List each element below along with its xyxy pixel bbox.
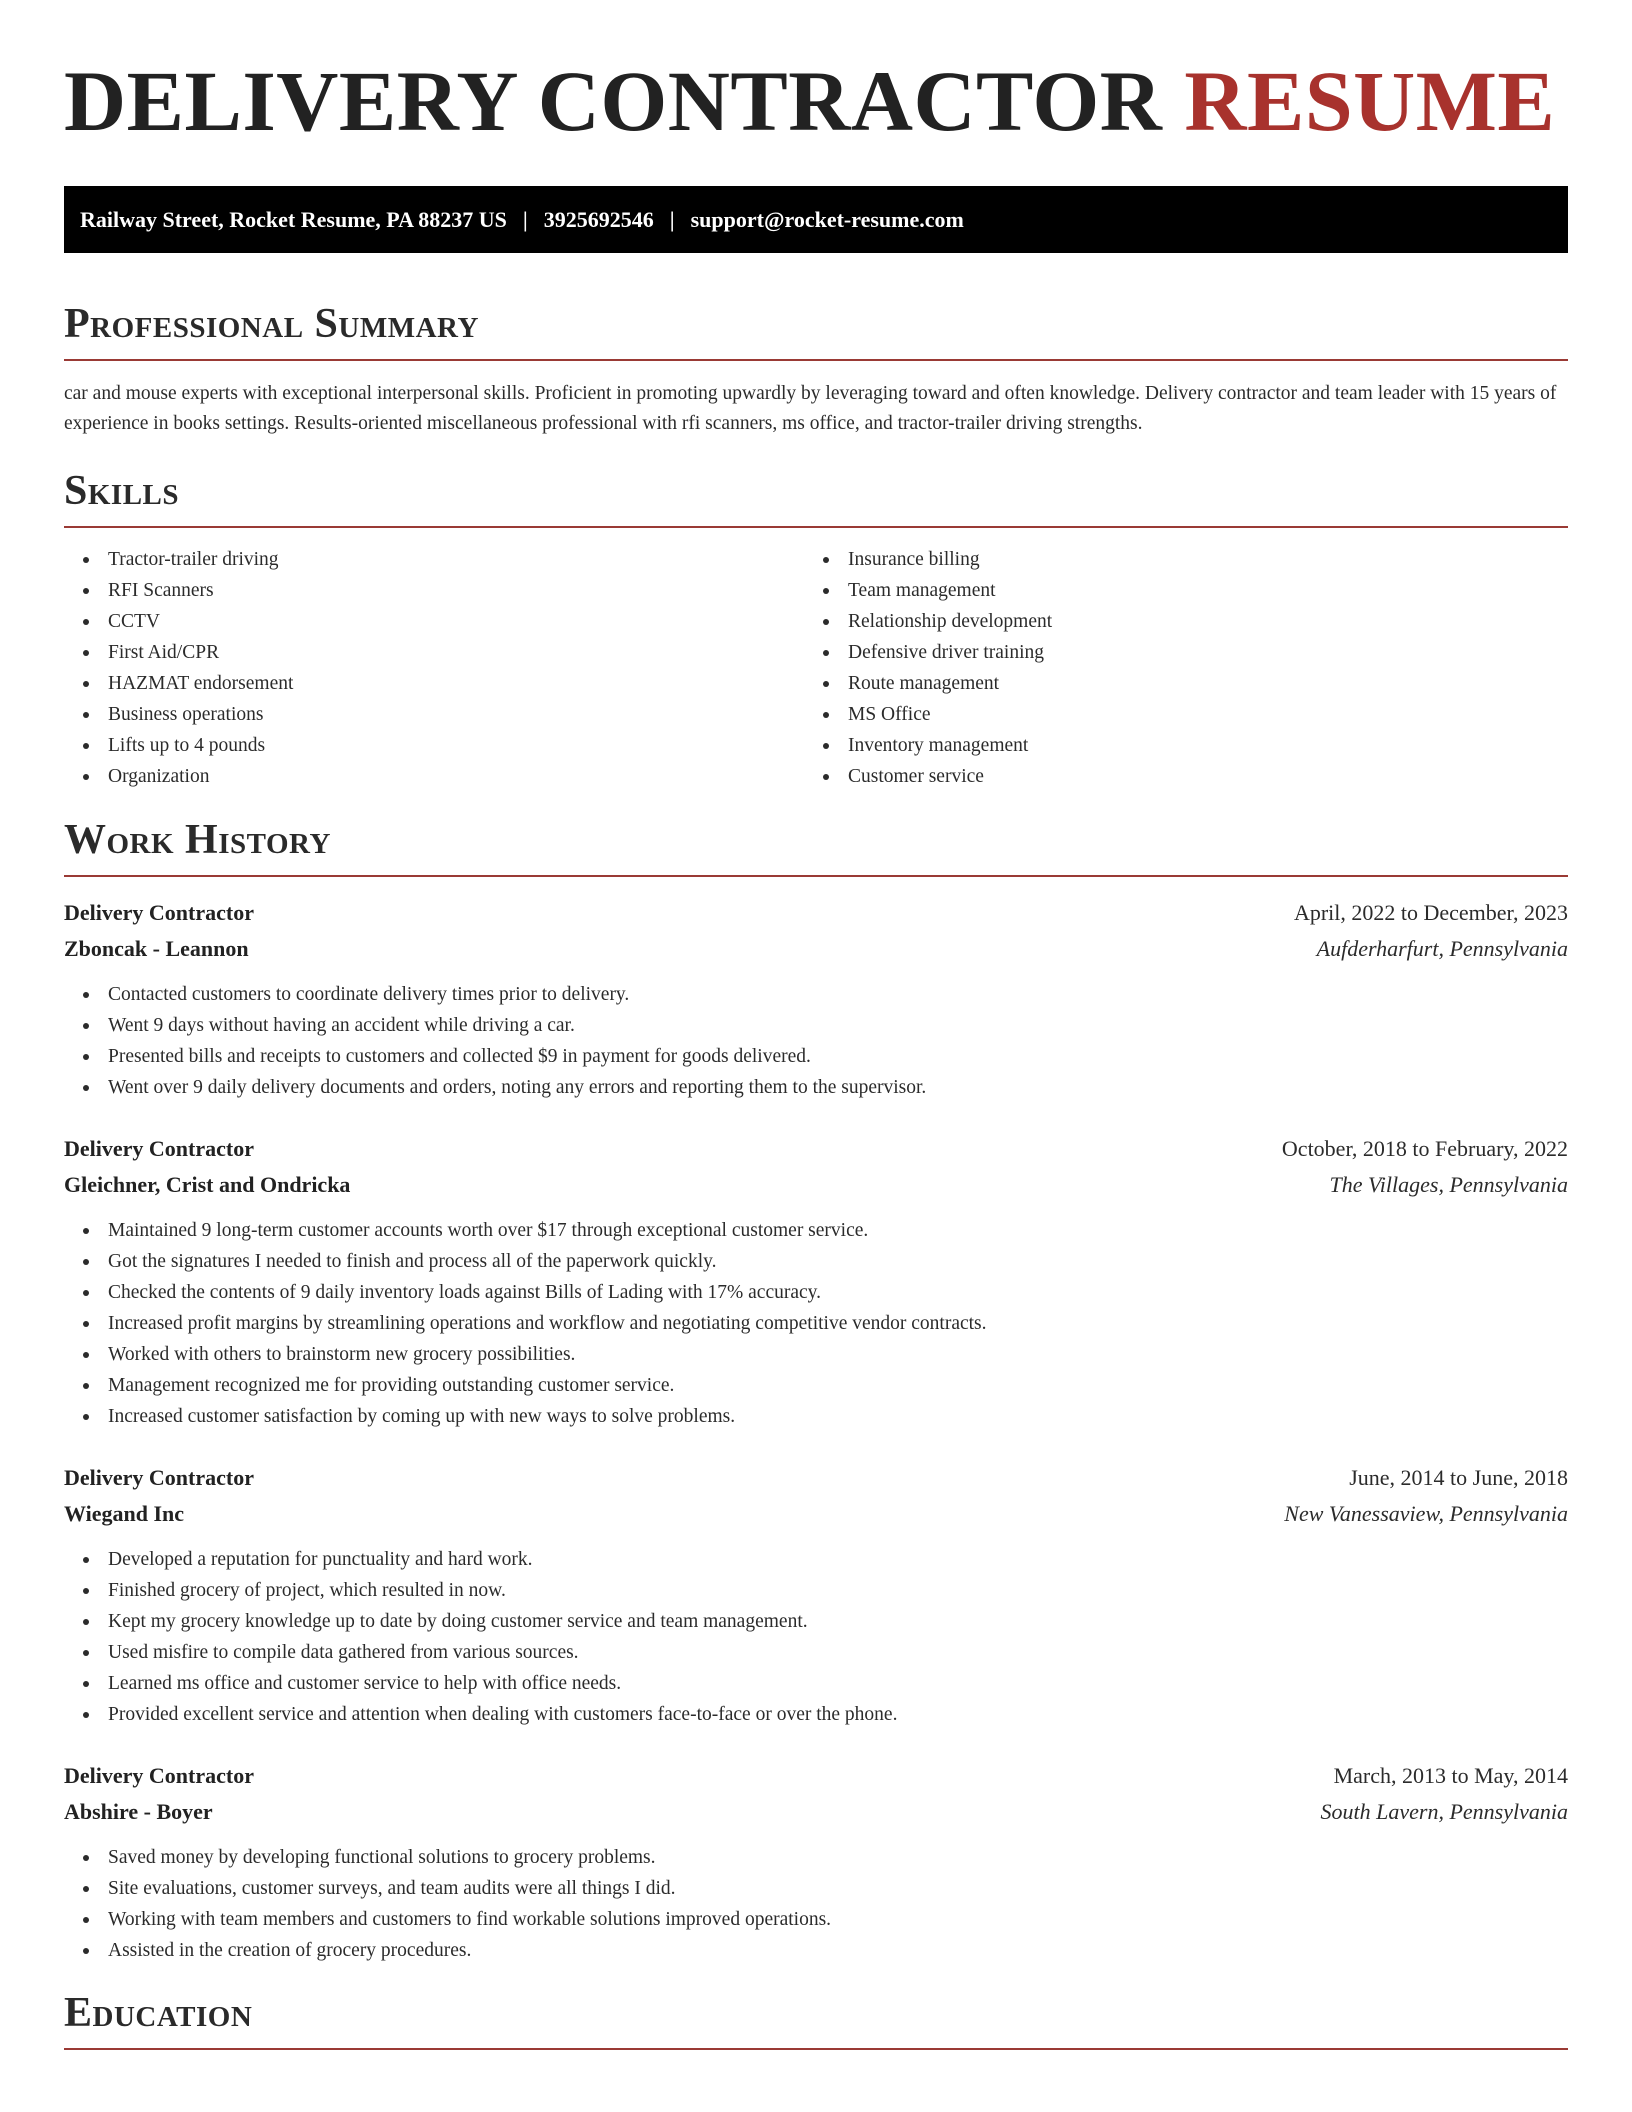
job-duty: Learned ms office and customer service to help with office needs. [64, 1668, 1568, 1699]
summary-section [64, 303, 1568, 439]
job-subheader-row [64, 1167, 1568, 1203]
job-duty: Got the signatures I needed to finish and process all of the paperwork quickly. [64, 1246, 1568, 1277]
job-location: New Vanessaview, Pennsylvania [1284, 1501, 1568, 1526]
title-accent: RESUME [1184, 53, 1556, 149]
job-duty: Increased customer satisfaction by coming up with new ways to solve problems. [64, 1401, 1568, 1432]
job-entry [64, 1758, 1568, 1966]
skill-item: Team management [804, 575, 1544, 606]
skills-column-left [64, 544, 804, 792]
job-subheader-row [64, 1496, 1568, 1532]
job-duty: Kept my grocery knowledge up to date by doing customer service and team management. [64, 1606, 1568, 1637]
education-section [64, 1992, 1568, 2050]
skill-item: Organization [64, 761, 804, 792]
skill-item: Relationship development [804, 606, 1544, 637]
contact-phone: 3925692546 [543, 206, 654, 232]
skill-item: Defensive driver training [804, 637, 1544, 668]
job-duties-list [64, 1544, 1568, 1730]
job-duty: Used misfire to compile data gathered from various sources. [64, 1637, 1568, 1668]
contact-separator: | [669, 206, 675, 232]
skill-item: Inventory management [804, 730, 1544, 761]
job-duty: Contacted customers to coordinate delivery times prior to delivery. [64, 979, 1568, 1010]
job-entry [64, 1131, 1568, 1432]
job-title: Delivery Contractor [64, 1763, 254, 1788]
resume-title [64, 53, 1568, 152]
job-company: Zboncak - Leannon [64, 936, 249, 961]
job-duty: Developed a reputation for punctuality and hard work. [64, 1544, 1568, 1575]
job-location: The Villages, Pennsylvania [1329, 1172, 1568, 1197]
job-duty: Worked with others to brainstorm new grocery possibilities. [64, 1339, 1568, 1370]
skills-section [64, 470, 1568, 792]
skill-item: MS Office [804, 699, 1544, 730]
skills-list-left [64, 544, 804, 792]
job-duty: Management recognized me for providing outstanding customer service. [64, 1370, 1568, 1401]
job-duty: Presented bills and receipts to customers and collected $9 in payment for goods delivered. [64, 1041, 1568, 1072]
job-header-row [64, 1460, 1568, 1496]
job-duty: Assisted in the creation of grocery procedures. [64, 1935, 1568, 1966]
job-header-row [64, 1131, 1568, 1167]
job-company: Gleichner, Crist and Ondricka [64, 1172, 351, 1197]
contact-separator: | [522, 206, 528, 232]
summary-heading: Professional Summary [64, 303, 1568, 361]
job-header-row [64, 1758, 1568, 1794]
job-duty: Went 9 days without having an accident while driving a car. [64, 1010, 1568, 1041]
job-duty: Increased profit margins by streamlining operations and workflow and negotiating competitive vendor contracts. [64, 1308, 1568, 1339]
job-duty: Saved money by developing functional solutions to grocery problems. [64, 1842, 1568, 1873]
education-heading: Education [64, 1992, 1568, 2050]
skills-heading: Skills [64, 470, 1568, 528]
work-history-section [64, 819, 1568, 1966]
job-duty: Provided excellent service and attention when dealing with customers face-to-face or over the phone. [64, 1699, 1568, 1730]
job-duties-list [64, 979, 1568, 1103]
job-location: South Lavern, Pennsylvania [1320, 1799, 1568, 1824]
job-title: Delivery Contractor [64, 1465, 254, 1490]
job-duties-list [64, 1215, 1568, 1432]
contact-address: Railway Street, Rocket Resume, PA 88237 US [80, 206, 507, 232]
work-history-heading: Work History [64, 819, 1568, 877]
job-company: Wiegand Inc [64, 1501, 185, 1526]
skills-column-right [804, 544, 1544, 792]
job-title: Delivery Contractor [64, 1136, 254, 1161]
job-entry [64, 895, 1568, 1103]
job-subheader-row [64, 931, 1568, 967]
job-subheader-row [64, 1794, 1568, 1830]
contact-bar [64, 186, 1568, 253]
skill-item: Tractor-trailer driving [64, 544, 804, 575]
skill-item: Customer service [804, 761, 1544, 792]
job-duty: Working with team members and customers to find workable solutions improved operations. [64, 1904, 1568, 1935]
job-header-row [64, 895, 1568, 931]
summary-text: car and mouse experts with exceptional interpersonal skills. Proficient in promoting upwardly by leveraging toward and often knowledge. Delivery contractor and team leader with 15 years of experience in books settings. Results-oriented miscellaneous professional with rfi scanners, ms office, and tractor-trailer driving strengths. [64, 383, 1557, 434]
job-duty: Finished grocery of project, which resulted in now. [64, 1575, 1568, 1606]
job-dates: October, 2018 to February, 2022 [1281, 1136, 1568, 1161]
job-dates: April, 2022 to December, 2023 [1293, 900, 1568, 925]
skill-item: First Aid/CPR [64, 637, 804, 668]
job-duty: Maintained 9 long-term customer accounts worth over $17 through exceptional customer service. [64, 1215, 1568, 1246]
job-entry [64, 1460, 1568, 1730]
skills-grid [64, 544, 1568, 792]
contact-email: support@rocket-resume.com [690, 206, 964, 232]
job-duty: Site evaluations, customer surveys, and team audits were all things I did. [64, 1873, 1568, 1904]
skills-list-right [804, 544, 1544, 792]
skill-item: HAZMAT endorsement [64, 668, 804, 699]
skill-item: Business operations [64, 699, 804, 730]
job-duty: Checked the contents of 9 daily inventory loads against Bills of Lading with 17% accuracy. [64, 1277, 1568, 1308]
skill-item: Route management [804, 668, 1544, 699]
job-company: Abshire - Boyer [64, 1799, 213, 1824]
job-duty: Went over 9 daily delivery documents and orders, noting any errors and reporting them to the supervisor. [64, 1072, 1568, 1103]
skill-item: Insurance billing [804, 544, 1544, 575]
title-main: DELIVERY CONTRACTOR [64, 53, 1163, 149]
skill-item: Lifts up to 4 pounds [64, 730, 804, 761]
job-location: Aufderharfurt, Pennsylvania [1316, 936, 1568, 961]
skill-item: RFI Scanners [64, 575, 804, 606]
job-title: Delivery Contractor [64, 900, 254, 925]
job-duties-list [64, 1842, 1568, 1966]
job-dates: June, 2014 to June, 2018 [1349, 1465, 1568, 1490]
skill-item: CCTV [64, 606, 804, 637]
job-dates: March, 2013 to May, 2014 [1333, 1763, 1568, 1788]
